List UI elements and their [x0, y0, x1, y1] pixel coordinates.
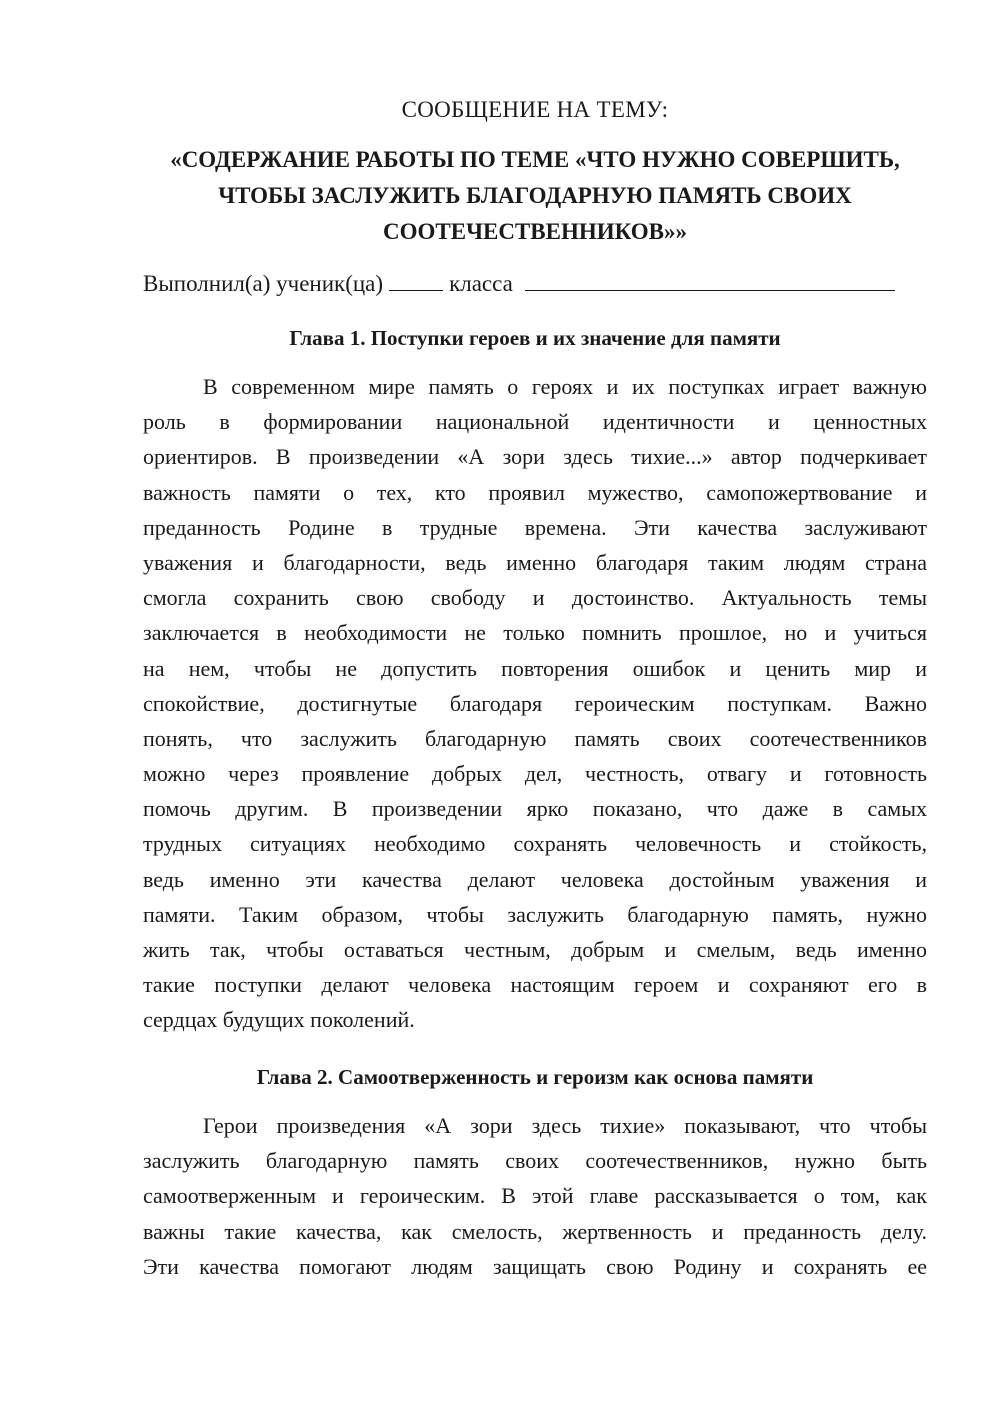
author-line: [143, 268, 927, 300]
main-title: [143, 142, 927, 250]
class-label: класса: [449, 271, 513, 296]
text-line: ориентиров. В произведении «А зори здесь тихие...» автор подчеркивает: [143, 444, 927, 470]
main-title-line: ЧТОБЫ ЗАСЛУЖИТЬ БЛАГОДАРНУЮ ПАМЯТЬ СВОИХ: [218, 183, 852, 208]
text-line: роль в формировании национальной идентичности и ценностных: [143, 409, 927, 435]
text-line: на нем, чтобы не допустить повторения ошибок и ценить мир и: [143, 655, 927, 681]
main-title-line: СООТЕЧЕСТВЕННИКОВ»»: [383, 219, 687, 244]
text-line: понять, что заслужить благодарную память своих соотечественников: [143, 725, 927, 751]
text-line: заключается в необходимости не только помнить прошлое, но и учиться: [143, 620, 927, 646]
text-line: жить так, чтобы оставаться честным, добрым и смелым, ведь именно: [143, 937, 927, 962]
text-line: смогла сохранить свою свободу и достоинство. Актуальность темы: [143, 585, 927, 611]
message-title: СООБЩЕНИЕ НА ТЕМУ:: [401, 97, 669, 122]
text-line: ведь именно эти качества делают человека достойным уважения и: [143, 866, 927, 892]
text-line: важность памяти о тех, кто проявил мужество, самопожертвование и: [143, 479, 927, 505]
text-line: заслужить благодарную память своих соотечественников, нужно быть: [143, 1148, 927, 1174]
text-line: спокойствие, достигнутые благодаря героическим поступкам. Важно: [143, 690, 927, 716]
text-line: помочь другим. В произведении ярко показано, что даже в самых: [143, 796, 927, 822]
text-line: самоотверженным и героическим. В этой главе рассказывается о том, как: [143, 1183, 927, 1209]
text-line: В современном мире память о героях и их поступках играет важную: [203, 374, 927, 399]
text-line: сердцах будущих поколений.: [143, 1007, 415, 1033]
class-number-blank: [389, 268, 443, 291]
text-line: можно через проявление добрых дел, честность, отвагу и готовность: [143, 761, 927, 787]
author-label: Выполнил(а) ученик(ца): [143, 271, 384, 296]
text-line: такие поступки делают человека настоящим героем и сохраняют его в: [143, 972, 927, 998]
main-title-line: «СОДЕРЖАНИЕ РАБОТЫ ПО ТЕМЕ «ЧТО НУЖНО СОВЕРШИТЬ,: [170, 147, 900, 172]
text-line: Эти качества помогают людям защищать свою Родину и сохранять ее: [143, 1253, 927, 1279]
text-line: трудных ситуациях необходимо сохранять человечность и стойкость,: [143, 831, 927, 857]
text-line: памяти. Таким образом, чтобы заслужить благодарную память, нужно: [143, 901, 927, 927]
text-line: важны такие качества, как смелость, жертвенность и преданность делу.: [143, 1218, 927, 1244]
text-line: преданность Родине в трудные времена. Эти качества заслуживают: [143, 514, 927, 540]
student-name-blank: [525, 268, 895, 291]
chapter-2-heading: Глава 2. Самоотверженность и героизм как основа памяти: [256, 1065, 814, 1089]
chapter-2-paragraph: [143, 1108, 927, 1284]
text-line: Герои произведения «А зори здесь тихие» показывают, что чтобы: [203, 1113, 927, 1138]
text-line: уважения и благодарности, ведь именно благодаря таким людям страна: [143, 549, 927, 575]
chapter-1-heading: Глава 1. Поступки героев и их значение для памяти: [289, 326, 781, 350]
chapter-1-paragraph: [143, 369, 927, 1038]
